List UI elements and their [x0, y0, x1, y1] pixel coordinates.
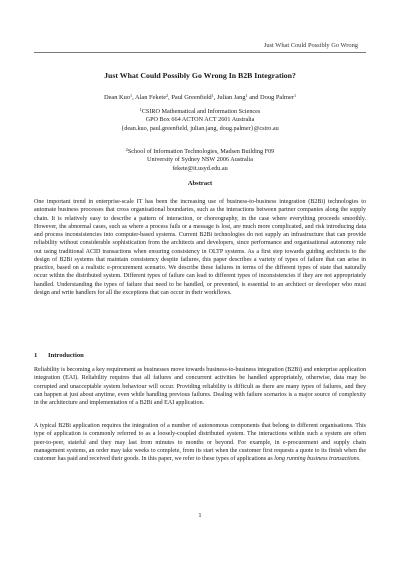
abstract-heading: Abstract [187, 180, 213, 187]
author-separator: , [213, 94, 217, 101]
section-heading [34, 352, 84, 359]
intro-paragraph-1: Reliability is becoming a key requirement as businesses move towards business-to-business integration (B2Bi) and enterprise application integration (EAI). Reliability requires that all failures and concurrent activities be handled appropriately, otherwise, data may be corrupted and unacceptable system behaviour will occur. Providing reliability is difficult as there are many types of failures, and they can happen at just about anytime, even while handling previous failures. Dealing with failure scenarios is a major source of complexity in the architecture and implementation of a B2Bi and EAI application. [34, 367, 367, 406]
affiliation-address: GPO Box 664 ACTON ACT 2601 Australia [145, 116, 255, 124]
author-affiliation-mark: 1 [245, 92, 248, 98]
author-name: Paul Greenfield [171, 94, 212, 101]
section-title: Introduction [48, 352, 84, 359]
emphasized-term: long running business transactions [274, 456, 360, 462]
author-separator: , [132, 94, 135, 101]
author-name: Alan Fekete [134, 94, 167, 101]
affiliation-csiro [0, 108, 400, 133]
affiliation-email: fekete@it.usyd.edu.au [172, 164, 228, 172]
author-name: Julian Jang [216, 94, 246, 101]
author-affiliation-mark: 1 [130, 92, 133, 98]
affiliation-emails: {dean.kuo, paul.greenfield, julian.jang, doug.palmer}@csiro.au [121, 124, 279, 132]
affiliation-org: $^1$CSIRO Mathematical and Information Sciences [139, 106, 261, 115]
author-affiliation-mark: 1 [211, 92, 214, 98]
author-affiliation-mark: 2 [166, 92, 169, 98]
section-number: 1 [34, 352, 38, 359]
affiliation-usyd [0, 148, 400, 173]
author-list [0, 94, 400, 101]
author-separator: and [247, 94, 261, 101]
running-head: Just What Could Possibly Go Wrong [263, 42, 358, 49]
affiliation-address: University of Sydney NSW 2006 Australia [147, 156, 253, 164]
affiliation-mark: 1 [139, 106, 142, 112]
affiliation-mark: 2 [125, 146, 128, 152]
author-name: Doug Palmer [260, 94, 294, 101]
header-rule [34, 52, 366, 53]
author-name: Dean Kuo [103, 94, 131, 101]
author-affiliation-mark: 1 [293, 92, 297, 98]
paper-title: Just What Could Possibly Go Wrong In B2B Integration? [104, 71, 296, 80]
abstract-body: One important trend in enterprise-scale IT has been the increasing use of business-to-business integration (B2Bi) technologies to automate business processes that cross organisational boundaries, such as the interactions between partner companies along the supply chain. It is relatively easy to describe a pattern of interaction, or choreography, in the case where everything proceeds smoothly. However, the abnormal cases, such as where a process fails or a message is lost, are much more complicated, and risk introducing data and process inconsistencies into computer-based systems. Current B2Bi technologies do not supply an infrastructure that can provide reliability without considerable sophistication from the architects and developers, since performance and organisational autonomy rule out using traditional ACID transactions when ensuring consistency in OLTP systems. As a first step towards guiding architects to the design of B2Bi systems that maintain consistency despite failures, this paper describes a variety of types of failure that can arise in practice, based on a realistic e-procurement scenario. We describe these failures in terms of the different types of state that naturally occur within the distributed system. Different types of failure can lead to different types of inconsistencies if they are not appropriately handled. Understanding the types of failure that need to be handled, or prevented, is essential to an architect or developer who must design and write handlers for all the exceptions that can occur in their workflows. [34, 199, 366, 296]
author-separator: , [168, 94, 172, 101]
page-number: 1 [198, 512, 202, 519]
intro-paragraph-2: A typical B2Bi application requires the integration of a number of autonomous components that belong to different organisations. This type of application is commonly referred to as a loosely-coupled distributed system. The interactions within such a system are often peer-to-peer, stateful and they may last from minutes to months or beyond. For example, in e-procurement and supply chain management systems, an order may take weeks to complete, from its start when the customer first requests a quote to its finish when the customer has paid and received their goods. In this paper, we refer to these types of applications as long running business transactions. [34, 423, 366, 462]
affiliation-org: $^2$School of Information Technologies, Madsen Building F09 [125, 146, 275, 155]
